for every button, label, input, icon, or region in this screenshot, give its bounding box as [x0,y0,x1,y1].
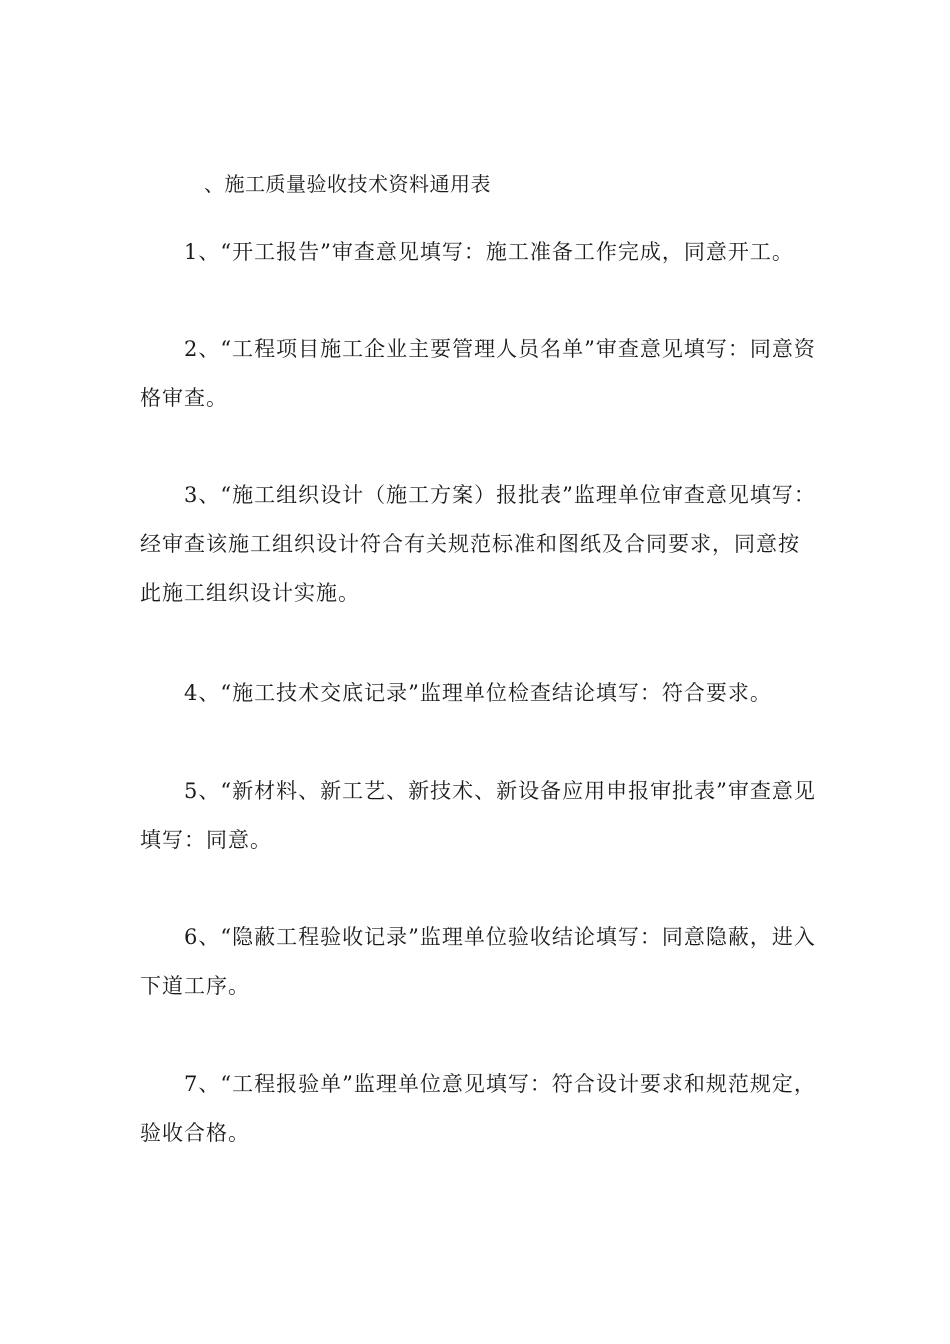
paragraph-5: 5、“新材料、新工艺、新技术、新设备应用申报审批表”审查意见填写：同意。 [140,779,816,852]
paragraph-4: 4、“施工技术交底记录”监理单位检查结论填写：符合要求。 [184,681,772,705]
paragraph-6: 6、“隐蔽工程验收记录”监理单位验收结论填写：同意隐蔽，进入下道工序。 [140,925,816,998]
paragraph-2: 2、“工程项目施工企业主要管理人员名单”审查意见填写：同意资格审查。 [140,337,816,410]
section-heading: 、施工质量验收技术资料通用表 [204,172,491,196]
paragraph-1: 1、“开工报告”审查意见填写：施工准备工作完成，同意开工。 [184,240,794,264]
paragraph-3: 3、“施工组织设计（施工方案）报批表”监理单位审查意见填写：经审查该施工组织设计符合有关规范标准和图纸及合同要求，同意按此施工组织设计实施。 [140,483,816,605]
paragraph-7: 7、“工程报验单”监理单位意见填写：符合设计要求和规范规定，验收合格。 [140,1072,816,1145]
